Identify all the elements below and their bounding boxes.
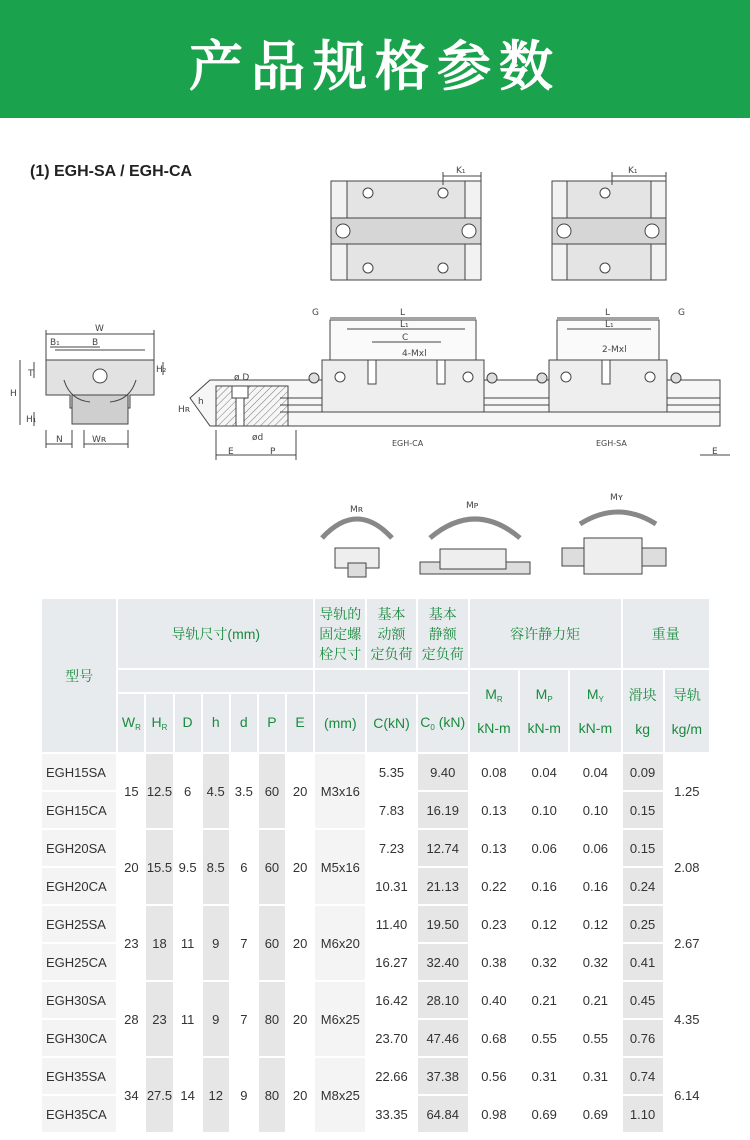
cell-p: 60 — [259, 830, 285, 904]
cell-mr: 0.98 — [470, 1096, 518, 1132]
cell-c0: 28.10 — [418, 982, 468, 1018]
cell-d: 3.5 — [231, 754, 257, 828]
cell-c0: 21.13 — [418, 868, 468, 904]
cell-mp: 0.32 — [520, 944, 568, 980]
cell-mp: 0.10 — [520, 792, 568, 828]
label-h1: H₁ — [26, 415, 37, 425]
unit-bolt: (mm) — [315, 694, 365, 752]
cell-model: EGH35CA — [42, 1096, 116, 1132]
moment-my-diagram — [562, 512, 666, 574]
label-k1-b: K₁ — [628, 166, 638, 176]
drawing-caption: (1) EGH-SA / EGH-CA — [30, 163, 193, 180]
cell-rail-weight: 4.35 — [665, 982, 709, 1056]
cell-model: EGH15CA — [42, 792, 116, 828]
cell-mp: 0.12 — [520, 906, 568, 942]
cell-d: 9.5 — [175, 830, 201, 904]
cell-model: EGH20SA — [42, 830, 116, 866]
cell-e: 20 — [287, 830, 313, 904]
title-banner — [0, 0, 750, 118]
label-n: N — [56, 435, 63, 445]
label-mr: Mʀ — [350, 505, 364, 515]
cell-my: 0.32 — [570, 944, 620, 980]
cell-p: 80 — [259, 1058, 285, 1132]
cell-my: 0.04 — [570, 754, 620, 790]
cell-mr: 0.13 — [470, 830, 518, 866]
cell-rail-weight: 2.67 — [665, 906, 709, 980]
table-row — [42, 830, 709, 866]
label-4mxl: 4-Mxl — [402, 349, 427, 359]
header-mr: $M_R$ kN-m — [470, 670, 518, 752]
cell-block-weight: 0.24 — [623, 868, 663, 904]
cell-d: 7 — [231, 906, 257, 980]
cell-mr: 0.13 — [470, 792, 518, 828]
cell-my: 0.31 — [570, 1058, 620, 1094]
cell-mp: 0.06 — [520, 830, 568, 866]
label-e-b: E — [712, 447, 718, 457]
cell-wr: 23 — [118, 906, 144, 980]
label-l1-b: L₁ — [605, 320, 614, 330]
label-w: W — [95, 324, 104, 334]
cell-my: 0.12 — [570, 906, 620, 942]
label-b: B — [92, 338, 99, 348]
cell-mp: 0.55 — [520, 1020, 568, 1056]
header-dim-spacer — [118, 670, 313, 692]
cell-c: 16.27 — [367, 944, 415, 980]
cell-block-weight: 0.25 — [623, 906, 663, 942]
cell-block-weight: 0.15 — [623, 792, 663, 828]
cell-mp: 0.16 — [520, 868, 568, 904]
table-row — [42, 982, 709, 1018]
cell-h: 8.5 — [203, 830, 229, 904]
header-dim-col: h — [203, 694, 229, 752]
cell-d: 7 — [231, 982, 257, 1056]
label-wr: Wʀ — [92, 435, 107, 445]
header-dim-col: d — [231, 694, 257, 752]
cell-model: EGH25SA — [42, 906, 116, 942]
table-row — [42, 1058, 709, 1094]
cell-mr: 0.23 — [470, 906, 518, 942]
label-c: C — [402, 333, 409, 343]
cell-mr: 0.38 — [470, 944, 518, 980]
cell-model: EGH35SA — [42, 1058, 116, 1094]
header-rail-weight: 导轨 kg/m — [665, 670, 709, 752]
cell-d: 14 — [175, 1058, 201, 1132]
cell-c: 11.40 — [367, 906, 415, 942]
cell-block-weight: 0.15 — [623, 830, 663, 866]
cell-c: 10.31 — [367, 868, 415, 904]
cell-rail-weight: 2.08 — [665, 830, 709, 904]
cell-bolt: M8x25 — [315, 1058, 365, 1132]
cell-my: 0.21 — [570, 982, 620, 1018]
label-l-b: L — [605, 308, 611, 318]
cell-mp: 0.04 — [520, 754, 568, 790]
cell-p: 80 — [259, 982, 285, 1056]
header-bolt: 导轨的 固定螺 栓尺寸 — [315, 599, 365, 668]
label-2mxl: 2-Mxl — [602, 345, 627, 355]
cell-p: 60 — [259, 906, 285, 980]
cell-wr: 20 — [118, 830, 144, 904]
label-mp: Mᴘ — [466, 501, 479, 511]
label-l-a: L — [400, 308, 406, 318]
cell-d: 9 — [231, 1058, 257, 1132]
cell-block-weight: 0.76 — [623, 1020, 663, 1056]
cell-c0: 32.40 — [418, 944, 468, 980]
label-dd: ød — [252, 433, 264, 443]
header-dim-col: $H_R$ — [146, 694, 172, 752]
cell-bolt: M6x25 — [315, 982, 365, 1056]
spec-table — [40, 597, 711, 1134]
page-title: 产品规格参数 — [189, 35, 561, 98]
label-g-a: G — [312, 308, 319, 318]
cell-my: 0.55 — [570, 1020, 620, 1056]
cell-mr: 0.56 — [470, 1058, 518, 1094]
cell-mp: 0.21 — [520, 982, 568, 1018]
cell-e: 20 — [287, 906, 313, 980]
cell-h: 9 — [203, 906, 229, 980]
cell-e: 20 — [287, 982, 313, 1056]
header-static-load: 基本 静额 定负荷 — [418, 599, 468, 668]
cell-rail-weight: 1.25 — [665, 754, 709, 828]
label-e-a: E — [228, 447, 234, 457]
header-block-weight: 滑块 kg — [623, 670, 663, 752]
cell-d: 6 — [231, 830, 257, 904]
cell-mp: 0.69 — [520, 1096, 568, 1132]
cell-c: 7.83 — [367, 792, 415, 828]
header-dim-col: P — [259, 694, 285, 752]
header-load-spacer — [315, 670, 468, 692]
cell-bolt: M6x20 — [315, 906, 365, 980]
cell-c: 33.35 — [367, 1096, 415, 1132]
technical-drawing — [0, 140, 750, 590]
cell-model: EGH25CA — [42, 944, 116, 980]
cell-c0: 19.50 — [418, 906, 468, 942]
cell-c: 23.70 — [367, 1020, 415, 1056]
cell-d: 11 — [175, 906, 201, 980]
label-d: ø D — [234, 373, 250, 383]
cell-my: 0.16 — [570, 868, 620, 904]
cell-c0: 12.74 — [418, 830, 468, 866]
cell-e: 20 — [287, 1058, 313, 1132]
header-my: $M_Y$ kN-m — [570, 670, 620, 752]
cell-mr: 0.08 — [470, 754, 518, 790]
cell-mr: 0.40 — [470, 982, 518, 1018]
header-dynamic-load: 基本 动额 定负荷 — [367, 599, 415, 668]
header-rail-dim: 导轨尺寸(mm) — [118, 599, 313, 668]
cell-mp: 0.31 — [520, 1058, 568, 1094]
cell-h: 9 — [203, 982, 229, 1056]
header-dim-col: $W_R$ — [118, 694, 144, 752]
cell-c0: 37.38 — [418, 1058, 468, 1094]
header-dim-col: E — [287, 694, 313, 752]
label-h: H — [10, 389, 17, 399]
unit-c: C(kN) — [367, 694, 415, 752]
cell-d: 6 — [175, 754, 201, 828]
label-l1-a: L₁ — [400, 320, 409, 330]
cell-c0: 47.46 — [418, 1020, 468, 1056]
cell-rail-weight: 6.14 — [665, 1058, 709, 1132]
cell-hr: 23 — [146, 982, 172, 1056]
cell-my: 0.06 — [570, 830, 620, 866]
label-b1: B₁ — [50, 338, 60, 348]
cell-block-weight: 0.74 — [623, 1058, 663, 1094]
cell-model: EGH20CA — [42, 868, 116, 904]
cell-hr: 15.5 — [146, 830, 172, 904]
cell-h: 4.5 — [203, 754, 229, 828]
cell-wr: 15 — [118, 754, 144, 828]
label-k1-a: K₁ — [456, 166, 466, 176]
label-t: T — [28, 369, 34, 379]
cell-my: 0.10 — [570, 792, 620, 828]
cell-bolt: M3x16 — [315, 754, 365, 828]
label-my: Mʏ — [610, 493, 624, 503]
header-weight: 重量 — [623, 599, 710, 668]
cell-model: EGH30SA — [42, 982, 116, 1018]
label-egh-ca: EGH-CA — [392, 439, 424, 448]
cell-hr: 27.5 — [146, 1058, 172, 1132]
label-h2: H₂ — [156, 365, 167, 375]
cell-c: 22.66 — [367, 1058, 415, 1094]
cell-block-weight: 0.41 — [623, 944, 663, 980]
cell-hr: 18 — [146, 906, 172, 980]
cell-c0: 64.84 — [418, 1096, 468, 1132]
label-h-small: h — [198, 397, 204, 407]
header-dim-col: D — [175, 694, 201, 752]
cell-bolt: M5x16 — [315, 830, 365, 904]
header-mp: $M_P$ kN-m — [520, 670, 568, 752]
cell-d: 11 — [175, 982, 201, 1056]
side-view — [190, 318, 730, 460]
cell-mr: 0.22 — [470, 868, 518, 904]
top-view-ca — [331, 172, 481, 280]
cell-c0: 16.19 — [418, 792, 468, 828]
label-hr: Hʀ — [178, 405, 191, 415]
label-p: P — [270, 447, 276, 457]
cell-wr: 34 — [118, 1058, 144, 1132]
top-view-sa — [552, 172, 666, 280]
table-row — [42, 754, 709, 790]
cell-wr: 28 — [118, 982, 144, 1056]
cell-e: 20 — [287, 754, 313, 828]
cell-c: 5.35 — [367, 754, 415, 790]
header-moment: 容许静力矩 — [470, 599, 621, 668]
cell-c: 16.42 — [367, 982, 415, 1018]
cell-mr: 0.68 — [470, 1020, 518, 1056]
table-row — [42, 906, 709, 942]
cell-block-weight: 1.10 — [623, 1096, 663, 1132]
header-model: 型号 — [42, 599, 116, 752]
cell-block-weight: 0.45 — [623, 982, 663, 1018]
cell-h: 12 — [203, 1058, 229, 1132]
cell-model: EGH30CA — [42, 1020, 116, 1056]
cell-p: 60 — [259, 754, 285, 828]
cell-c0: 9.40 — [418, 754, 468, 790]
label-g-b: G — [678, 308, 685, 318]
cell-c: 7.23 — [367, 830, 415, 866]
unit-c0: $C_0$ (kN) — [418, 694, 468, 752]
cell-model: EGH15SA — [42, 754, 116, 790]
label-egh-sa: EGH-SA — [596, 439, 627, 448]
cell-block-weight: 0.09 — [623, 754, 663, 790]
moment-mr-diagram — [322, 519, 392, 577]
cell-my: 0.69 — [570, 1096, 620, 1132]
cell-hr: 12.5 — [146, 754, 172, 828]
moment-mp-diagram — [420, 519, 530, 574]
